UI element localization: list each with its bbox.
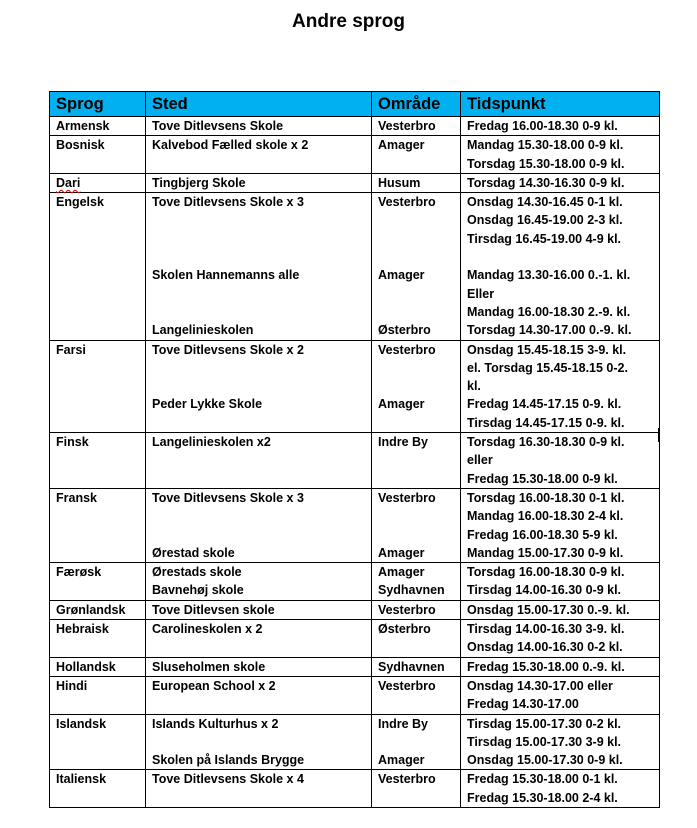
location-line: Carolineskolen x 2: [152, 622, 263, 637]
area-line: Vesterbro: [378, 195, 436, 210]
location-line: Ørestads skole: [152, 565, 242, 580]
cell-omrade: [372, 676, 461, 714]
cell-omrade: [372, 563, 461, 601]
language-name: Hollandsk: [56, 659, 116, 674]
cell-tidspunkt: [461, 433, 660, 489]
time-line: Tirsdag 14.45-17.15 0-9. kl.: [467, 415, 625, 430]
table-row: [50, 676, 660, 714]
cell-sted: [146, 117, 372, 136]
area-line: [378, 285, 456, 303]
table-row: [50, 488, 660, 562]
area-line: Husum: [378, 175, 421, 190]
cell-tidspunkt: [461, 657, 660, 676]
cell-sted: [146, 770, 372, 808]
cell-omrade: [372, 770, 461, 808]
cell-tidspunkt: [461, 193, 660, 340]
area-line: [378, 526, 456, 544]
area-line: Vesterbro: [378, 490, 436, 505]
page-title: Andre sprog: [292, 11, 405, 32]
location-line: [152, 303, 367, 321]
cell-sprog: [50, 193, 146, 340]
cell-tidspunkt: [461, 676, 660, 714]
header-sted: Sted: [146, 92, 372, 117]
cell-sted: [146, 136, 372, 174]
location-line: European School x 2: [152, 678, 276, 693]
time-line: Fredag 15.30-18.00 0-9 kl.: [467, 471, 618, 486]
table-row: [50, 620, 660, 658]
table-row: [50, 193, 660, 340]
time-line: Onsdag 14.30-16.45 0-1 kl.: [467, 195, 623, 210]
time-line: Eller: [467, 286, 495, 301]
area-line: Indre By: [378, 716, 429, 731]
cell-sprog: [50, 676, 146, 714]
area-line: [378, 733, 456, 751]
language-name: Færøsk: [56, 565, 102, 580]
location-line: [152, 285, 367, 303]
cell-sted: [146, 676, 372, 714]
area-line: Vesterbro: [378, 772, 436, 787]
location-line: [152, 377, 367, 395]
area-line: [378, 303, 456, 321]
location-line: Tove Ditlevsens Skole x 2: [152, 342, 304, 357]
table-row: [50, 600, 660, 619]
cell-sted: [146, 600, 372, 619]
cell-sprog: [50, 563, 146, 601]
time-line: Fredag 14.45-17.15 0-9. kl.: [467, 397, 622, 412]
area-line: Amager: [378, 268, 425, 283]
time-line: Onsdag 16.45-19.00 2-3 kl.: [467, 213, 623, 228]
language-name: Armensk: [56, 119, 110, 133]
cell-sprog: [50, 173, 146, 192]
cell-sprog: [50, 657, 146, 676]
table-header-row: [50, 92, 660, 117]
time-line: Fredag 14.30-17.00: [467, 697, 579, 712]
cell-omrade: [372, 193, 461, 340]
cell-sprog: [50, 117, 146, 136]
language-name: Finsk: [56, 435, 89, 450]
cell-sprog: [50, 770, 146, 808]
language-name: Italiensk: [56, 772, 107, 787]
language-name: Bosnisk: [56, 138, 105, 153]
cell-omrade: [372, 433, 461, 489]
time-line: el. Torsdag 15.45-18.15 0-2.: [467, 360, 628, 375]
cell-omrade: [372, 117, 461, 136]
cell-omrade: [372, 620, 461, 658]
time-line: Mandag 16.00-18.30 2.-9. kl.: [467, 304, 631, 319]
cell-omrade: [372, 173, 461, 192]
time-line: eller: [467, 453, 493, 468]
time-line: Torsdag 16.00-18.30 0-9 kl.: [467, 565, 625, 580]
area-line: Amager: [378, 545, 425, 560]
cell-sprog: [50, 620, 146, 658]
table-row: [50, 714, 660, 770]
location-line: Ørestad skole: [152, 545, 235, 560]
time-line: [467, 248, 655, 266]
area-line: Vesterbro: [378, 119, 436, 133]
table-row: [50, 433, 660, 489]
location-line: [152, 526, 367, 544]
location-line: [152, 507, 367, 525]
time-line: Fredag 16.00-18.30 5-9 kl.: [467, 527, 618, 542]
area-line: Vesterbro: [378, 678, 436, 693]
cell-omrade: [372, 657, 461, 676]
time-line: Mandag 15.00-17.30 0-9 kl.: [467, 545, 624, 560]
time-line: Tirsdag 15.00-17.30 3-9 kl.: [467, 734, 622, 749]
time-line: Mandag 16.00-18.30 2-4 kl.: [467, 509, 624, 524]
language-name: Grønlandsk: [56, 602, 126, 617]
table-row: [50, 136, 660, 174]
area-line: Amager: [378, 397, 425, 412]
time-line: Onsdag 15.00-17.30 0.-9. kl.: [467, 602, 630, 617]
table-row: [50, 173, 660, 192]
cell-omrade: [372, 714, 461, 770]
location-line: Skolen Hannemanns alle: [152, 268, 300, 283]
location-line: Bavnehøj skole: [152, 583, 244, 598]
location-line: Kalvebod Fælled skole x 2: [152, 138, 309, 153]
cell-omrade: [372, 340, 461, 432]
area-line: Amager: [378, 753, 425, 768]
area-line: [378, 359, 456, 377]
area-line: [378, 230, 456, 248]
cell-tidspunkt: [461, 620, 660, 658]
location-line: Tove Ditlevsens Skole x 4: [152, 772, 304, 787]
location-line: [152, 359, 367, 377]
area-line: [378, 507, 456, 525]
time-line: Tirsdag 15.00-17.30 0-2 kl.: [467, 716, 622, 731]
time-line: Fredag 15.30-18.00 0.-9. kl.: [467, 659, 625, 674]
cell-omrade: [372, 488, 461, 562]
cell-tidspunkt: [461, 340, 660, 432]
cell-omrade: [372, 136, 461, 174]
location-line: Tove Ditlevsen skole: [152, 602, 275, 617]
time-line: Mandag 13.30-16.00 0.-1. kl.: [467, 268, 631, 283]
location-line: Tove Ditlevsens Skole: [152, 119, 284, 133]
location-line: Skolen på Islands Brygge: [152, 753, 305, 768]
cell-sprog: [50, 600, 146, 619]
cell-sted: [146, 657, 372, 676]
area-line: [378, 377, 456, 395]
header-sprog: Sprog: [50, 92, 146, 117]
area-line: [378, 211, 456, 229]
cell-sted: [146, 563, 372, 601]
location-line: Langelinieskolen: [152, 323, 254, 338]
area-line: Amager: [378, 138, 425, 153]
cell-tidspunkt: [461, 563, 660, 601]
area-line: Vesterbro: [378, 602, 436, 617]
location-line: Islands Kulturhus x 2: [152, 716, 279, 731]
area-line: Østerbro: [378, 622, 431, 637]
location-line: Tove Ditlevsens Skole x 3: [152, 490, 304, 505]
time-line: Onsdag 14.30-17.00 eller: [467, 678, 613, 693]
cell-sted: [146, 620, 372, 658]
cell-tidspunkt: [461, 770, 660, 808]
location-line: [152, 230, 367, 248]
location-line: Tingbjerg Skole: [152, 175, 246, 190]
location-line: Tove Ditlevsens Skole x 3: [152, 195, 304, 210]
cell-sprog: [50, 433, 146, 489]
language-name: Fransk: [56, 490, 97, 505]
time-line: Tirsdag 16.45-19.00 4-9 kl.: [467, 231, 622, 246]
time-line: Torsdag 14.30-17.00 0.-9. kl.: [467, 323, 632, 338]
table-row: [50, 340, 660, 432]
table-row: [50, 770, 660, 808]
time-line: Torsdag 14.30-16.30 0-9 kl.: [467, 175, 625, 190]
language-name: Hebraisk: [56, 622, 109, 637]
table-row: [50, 657, 660, 676]
table-body: [50, 117, 660, 808]
area-line: Amager: [378, 565, 425, 580]
language-table: [49, 91, 660, 808]
time-line: Torsdag 15.30-18.00 0-9 kl.: [467, 156, 625, 171]
language-name: Islandsk: [56, 716, 107, 731]
cell-sted: [146, 714, 372, 770]
location-line: [152, 248, 367, 266]
header-omrade: Område: [372, 92, 461, 117]
cell-sprog: [50, 136, 146, 174]
time-line: Fredag 15.30-18.00 2-4 kl.: [467, 790, 618, 805]
cell-sted: [146, 173, 372, 192]
location-line: [152, 733, 367, 751]
time-line: Onsdag 14.00-16.30 0-2 kl.: [467, 640, 623, 655]
cell-sted: [146, 340, 372, 432]
language-name: Engelsk: [56, 195, 104, 210]
cell-tidspunkt: [461, 117, 660, 136]
location-line: Sluseholmen skole: [152, 659, 266, 674]
area-line: Vesterbro: [378, 342, 436, 357]
area-line: Indre By: [378, 435, 429, 450]
language-name: Dari: [56, 175, 81, 190]
table-row: [50, 117, 660, 136]
location-line: Peder Lykke Skole: [152, 397, 263, 412]
cell-omrade: [372, 600, 461, 619]
area-line: Sydhavnen: [378, 583, 445, 598]
time-line: kl.: [467, 379, 481, 394]
cell-tidspunkt: [461, 136, 660, 174]
text-cursor: [658, 428, 659, 442]
time-line: Fredag 15.30-18.00 0-1 kl.: [467, 772, 618, 787]
cell-tidspunkt: [461, 173, 660, 192]
cell-tidspunkt: [461, 600, 660, 619]
language-name: Hindi: [56, 678, 88, 693]
time-line: Onsdag 15.00-17.30 0-9 kl.: [467, 753, 623, 768]
table-row: [50, 563, 660, 601]
cell-sprog: [50, 714, 146, 770]
time-line: Fredag 16.00-18.30 0-9 kl.: [467, 119, 618, 133]
time-line: Tirsdag 14.00-16.30 3-9. kl.: [467, 622, 625, 637]
time-line: Onsdag 15.45-18.15 3-9. kl.: [467, 342, 627, 357]
language-name: Farsi: [56, 342, 86, 357]
cell-tidspunkt: [461, 488, 660, 562]
cell-sted: [146, 433, 372, 489]
area-line: [378, 248, 456, 266]
location-line: Langelinieskolen x2: [152, 435, 271, 450]
time-line: Tirsdag 14.00-16.30 0-9 kl.: [467, 583, 622, 598]
header-tidspunkt: Tidspunkt: [461, 92, 660, 117]
area-line: Østerbro: [378, 323, 431, 338]
location-line: [152, 211, 367, 229]
time-line: Torsdag 16.30-18.30 0-9 kl.: [467, 435, 625, 450]
cell-sted: [146, 193, 372, 340]
time-line: Mandag 15.30-18.00 0-9 kl.: [467, 138, 624, 153]
time-line: Torsdag 16.00-18.30 0-1 kl.: [467, 490, 625, 505]
cell-sted: [146, 488, 372, 562]
cell-tidspunkt: [461, 714, 660, 770]
cell-sprog: [50, 340, 146, 432]
cell-sprog: [50, 488, 146, 562]
area-line: Sydhavnen: [378, 659, 445, 674]
